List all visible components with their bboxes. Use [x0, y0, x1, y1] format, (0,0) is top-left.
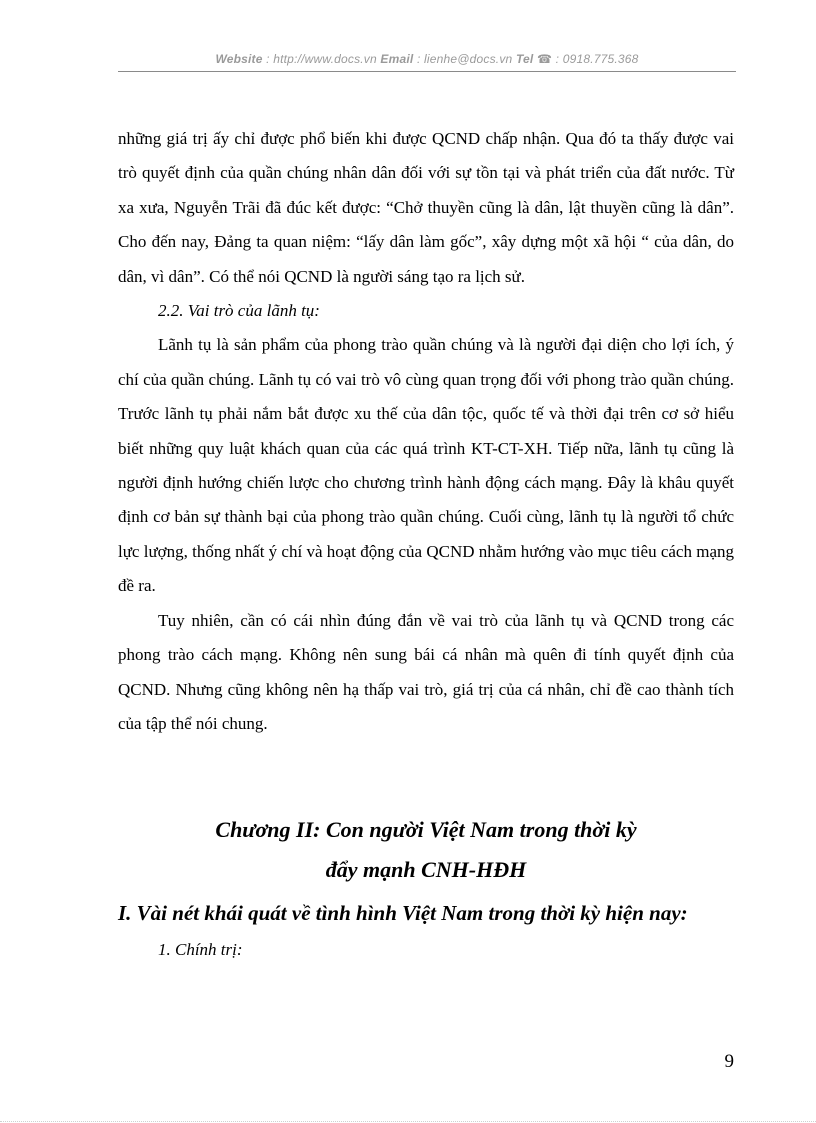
paragraph-3: Tuy nhiên, cần có cái nhìn đúng đắn về vai trò của lãnh tụ và QCND trong các phong trào cách mạng. Không nên sung bái cá nhân mà quên đi tính quyết định của QCND. Nhưng cũng không nên hạ thấp vai trò, giá trị của cá nhân, chỉ đề cao thành tích của tập thể nói chung. [118, 610, 734, 733]
website-label: Website [215, 52, 263, 66]
chapter-title-line-2: đẩy mạnh CNH-HĐH [325, 857, 527, 882]
page-header [118, 52, 736, 66]
chapter-title [118, 810, 734, 890]
email-label: Email [380, 52, 414, 66]
paragraph-2: Lãnh tụ là sản phẩm của phong trào quần chúng và là người đại diện cho lợi ích, ý chí của quần chúng. Lãnh tụ có vai trò vô cùng quan trọng đối với phong trào quần chúng. Trước lãnh tụ phải nắm bắt được xu thế của dân tộc, quốc tế và thời đại trên cơ sở hiểu biết những quy luật khách quan của các quá trình KT-CT-XH. Tiếp nữa, lãnh tụ cũng là người định hướng chiến lược cho chương trình hành động cách mạng. Đây là khâu quyết định cơ bản sự thành bại của phong trào quần chúng. Cuối cùng, lãnh tụ là người tổ chức lực lượng, thống nhất ý chí và hoạt động của QCND nhằm hướng vào mục tiêu cách mạng đề ra. [118, 335, 734, 596]
subsection-heading: 1. Chính trị: [158, 940, 243, 959]
website-value: : http://www.docs.vn [262, 52, 381, 66]
page-number: 9 [724, 1051, 734, 1072]
section-heading: I. Vài nét khái quát về tình hình Việt Nam trong thời kỳ hiện nay: [118, 901, 688, 925]
subheading-leader-role: 2.2. Vai trò của lãnh tụ: [158, 301, 320, 321]
tel-label: Tel [515, 52, 534, 66]
tel-value: ☎ : 0918.775.368 [533, 52, 639, 66]
email-value: : lienhe@docs.vn [413, 52, 516, 66]
chapter-title-line-1: Chương II: Con người Việt Nam trong thời kỳ [215, 817, 637, 842]
footer-divider [0, 1121, 816, 1122]
document-body [118, 122, 734, 741]
header-divider [118, 71, 736, 72]
paragraph-1: những giá trị ấy chỉ được phổ biến khi được QCND chấp nhận. Qua đó ta thấy được vai trò quyết định của quần chúng nhân dân đối với sự tồn tại và phát triển của đất nước. Từ xa xưa, Nguyễn Trãi đã đúc kết được: “Chở thuyền cũng là dân, lật thuyền cũng là dân”. Cho đến nay, Đảng ta quan niệm: “lấy dân làm gốc”, xây dựng một xã hội “ của dân, do dân, vì dân”. Có thể nói QCND là người sáng tạo ra lịch sử. [118, 129, 734, 286]
